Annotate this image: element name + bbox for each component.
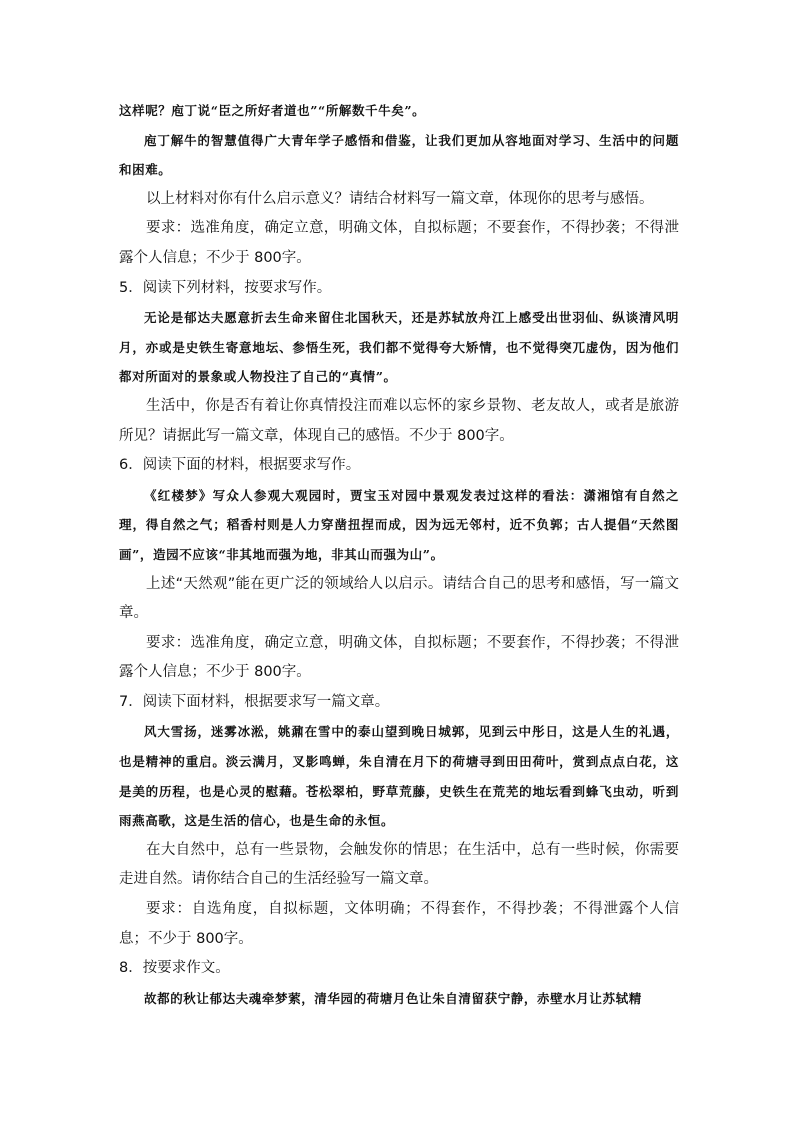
quote-paragraph: 庖丁解牛的智慧值得广大青年学子感悟和借鉴，让我们更加从容地面对学习、生活中的问题和困难。 [119, 132, 679, 178]
prompt-paragraph: 生活中，你是否有着让你真情投注而难以忘怀的家乡景物、老友故人，或者是旅游所见？请据此写一篇文章，体现自己的感悟。不少于 800字。 [119, 397, 679, 444]
quote-paragraph: 故都的秋让郁达夫魂牵梦萦，清华园的荷塘月色让朱自清留获宁静，赤壁水月让苏轼精 [144, 990, 642, 1006]
prompt-paragraph: 上述“天然观”能在更广泛的领域给人以启示。请结合自己的思考和感悟，写一篇文章。 [119, 575, 679, 622]
requirement-paragraph: 要求：选准角度，确定立意，明确文体，自拟标题；不要套作，不得抄袭；不得泄露个人信息；不少于 800字。 [119, 220, 679, 266]
quote-paragraph: 风大雪扬，迷雾冰淞，姚鼐在雪中的泰山望到晚日城郭，见到云中彤日，这是人生的礼遇，也是精神的重启。淡云满月，叉影鸣蝉，朱自清在月下的荷塘寻到田田荷叶，赏到点点白花，这是美的历程，也是心灵的慰藉。苍松翠柏，野草荒藤，史铁生在荒芜的地坛看到蜂飞虫动，听到雨燕高歌，这是生活的信心，也是生命的永恒。 [119, 724, 679, 829]
quote-paragraph: 《红楼梦》写众人参观大观园时，贾宝玉对园中景观发表过这样的看法：潇湘馆有自然之理，得自然之气；稻香村则是人力穿凿扭捏而成，因为远无邻村，近不负郭；古人提倡“天然图画”，造园不应该“非其地而强为地，非其山而强为山”。 [119, 487, 679, 562]
document-page [119, 96, 679, 1013]
quote-paragraph: 无论是郁达夫愿意折去生命来留住北国秋天，还是苏轼放舟江上感受出世羽仙、纵谈清风明月，亦或是史铁生寄意地坛、参悟生死，我们都不觉得夸大矫情，也不觉得突兀虚伪，因为他们都对所面对的景象或人物投注了自己的“真情”。 [119, 310, 679, 385]
requirement-paragraph: 要求：自选角度，自拟标题，文体明确；不得套作，不得抄袭；不得泄露个人信息；不少于 800字。 [119, 901, 679, 947]
prompt-paragraph: 在大自然中，总有一些景物，会触发你的情思；在生活中，总有一些时候，你需要走进自然。请你结合自己的生活经验写一篇文章。 [119, 841, 679, 888]
requirement-paragraph: 要求：选准角度，确定立意，明确文体，自拟标题；不要套作，不得抄袭；不得泄露个人信息；不少于 800字。 [119, 634, 679, 681]
question-heading: 8．按要求作文。 [119, 960, 230, 977]
question-heading: 7．阅读下面材料，根据要求写一篇文章。 [119, 693, 390, 710]
question-heading: 6．阅读下面的材料，根据要求写作。 [119, 457, 361, 474]
question-heading: 5．阅读下列材料，按要求写作。 [119, 279, 332, 296]
quote-paragraph: 这样呢？庖丁说“臣之所好者道也”“所解数千牛矣”。 [119, 103, 426, 118]
prompt-paragraph: 以上材料对你有什么启示意义？请结合材料写一篇文章，体现你的思考与感悟。 [146, 190, 654, 207]
